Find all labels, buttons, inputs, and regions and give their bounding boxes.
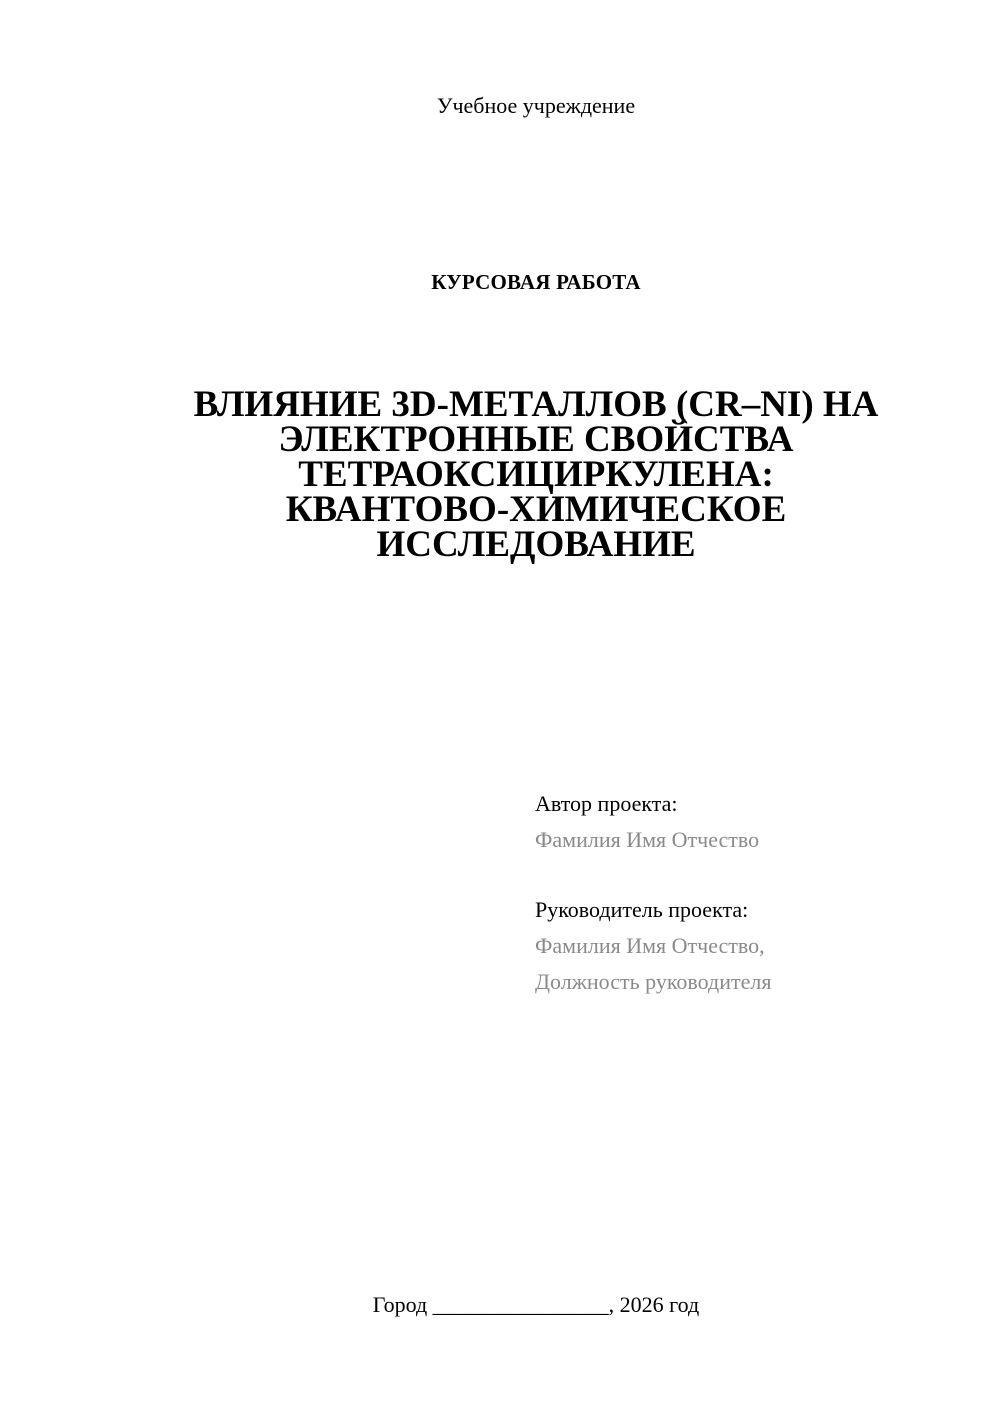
author-label: Автор проекта:: [535, 791, 678, 816]
author-name: Фамилия Имя Отчество: [535, 827, 760, 852]
title-line: ИССЛЕДОВАНИЕ: [376, 524, 696, 565]
city-year-line: Город ________________, 2026 год: [372, 1292, 700, 1317]
title-line: ТЕТРАОКСИЦИРКУЛЕНА:: [298, 454, 774, 495]
institution-name: Учебное учреждение: [436, 93, 636, 118]
document-title: [150, 384, 922, 565]
title-line: КВАНТОВО-ХИМИЧЕСКОЕ: [285, 489, 787, 530]
supervisor-position: Должность руководителя: [535, 969, 772, 994]
supervisor-label: Руководитель проекта:: [535, 897, 749, 922]
supervisor-name: Фамилия Имя Отчество,: [535, 933, 765, 958]
title-line: ЭЛЕКТРОННЫЕ СВОЙСТВА: [278, 419, 794, 460]
supervisor-block: [535, 892, 975, 1000]
author-block: [535, 786, 975, 858]
title-line: ВЛИЯНИЕ 3D-МЕТАЛЛОВ (CR–NI) НА: [193, 384, 879, 425]
work-type-heading: КУРСОВАЯ РАБОТА: [431, 270, 641, 294]
